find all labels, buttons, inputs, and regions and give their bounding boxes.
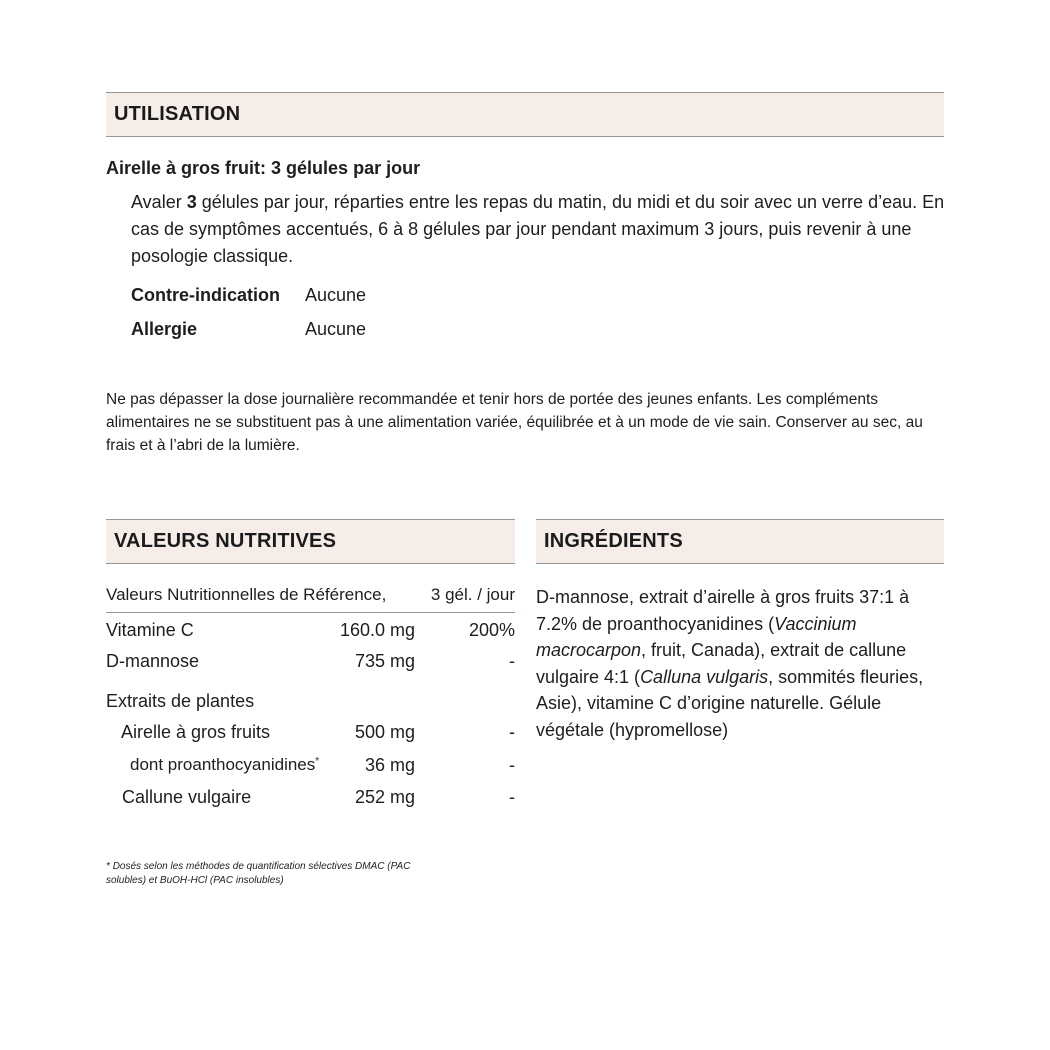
reference-column-header: Valeurs Nutritionnelles de Référence, xyxy=(106,585,387,604)
usage-instructions xyxy=(131,189,951,270)
row-name: Extraits de plantes xyxy=(106,691,255,711)
nutrition-table-header xyxy=(106,583,515,613)
usage-count: 3 xyxy=(186,192,197,212)
row-percent: 200% xyxy=(468,620,515,640)
nutrition-header xyxy=(106,519,515,564)
contraindication-row xyxy=(131,282,366,308)
row-amount: 735 mg xyxy=(354,651,415,671)
allergy-value: Aucune xyxy=(305,319,367,339)
row-name: Callune vulgaire xyxy=(122,787,252,807)
row-amount: 252 mg xyxy=(354,787,415,807)
row-percent: - xyxy=(509,755,515,775)
utilisation-title: UTILISATION xyxy=(114,103,241,125)
row-name: D-mannose xyxy=(106,651,200,671)
row-percent: - xyxy=(509,651,515,671)
usage-prefix: Avaler xyxy=(131,192,187,212)
dose-column-header: 3 gél. / jour xyxy=(430,585,515,604)
table-row xyxy=(106,617,515,643)
usage-rest: gélules par jour, réparties entre les repas du matin, du midi et du soir avec un verre d’eau. En cas de symptômes accentués, 6 à 8 gélules par jour pendant maximum 3 jours, puis revenir à une posologie classique. xyxy=(131,192,945,266)
row-amount: 36 mg xyxy=(364,755,415,775)
row-amount: 500 mg xyxy=(354,722,415,742)
latin-name: Calluna vulgaris xyxy=(640,666,769,687)
table-row xyxy=(106,648,515,674)
row-amount: 160.0 mg xyxy=(339,620,415,640)
table-row xyxy=(106,752,515,778)
nutrition-title: VALEURS NUTRITIVES xyxy=(114,530,337,552)
table-row xyxy=(106,719,515,745)
allergy-row xyxy=(131,316,366,342)
contraindication-label: Contre-indication xyxy=(131,285,280,305)
row-percent: - xyxy=(509,787,515,807)
dosage-subtitle: Airelle à gros fruit: 3 gélules par jour xyxy=(106,158,421,178)
warning-text: Ne pas dépasser la dose journalière recommandée et tenir hors de portée des jeunes enfants. Les compléments alimentaires ne se substituent pas à une alimentation variée, équilibrée et à un mode de vie sain. Conserver au sec, au frais et à l’abri de la lumière. xyxy=(106,391,923,454)
footnote-marker: * xyxy=(315,756,320,767)
row-name-text: dont proanthocyanidines xyxy=(130,755,316,774)
row-name: Airelle à gros fruits xyxy=(121,722,271,742)
footnote-marker: * xyxy=(106,861,110,872)
ingredients-part: , sommités fleuries, Asie), vitamine C d’origine naturelle. Gélule végétale (hypromellose) xyxy=(536,666,924,740)
utilisation-header xyxy=(106,92,944,137)
row-percent: - xyxy=(509,722,515,742)
row-name xyxy=(130,752,319,778)
contraindication-value: Aucune xyxy=(305,285,367,305)
allergy-label: Allergie xyxy=(131,319,198,339)
ingredients-header xyxy=(536,519,944,564)
ingredients-text xyxy=(536,584,948,743)
latin-name: Vaccinium macrocarpon xyxy=(536,613,857,660)
ingredients-title: INGRÉDIENTS xyxy=(544,530,683,552)
ingredients-part: , fruit, Canada), extrait de callune vulgaire 4:1 ( xyxy=(536,640,907,687)
table-row xyxy=(106,784,515,810)
ingredients-part: D-mannose, extrait d’airelle à gros fruits 37:1 à 7.2% de proanthocyanidines ( xyxy=(536,587,910,634)
table-row-group xyxy=(106,688,515,714)
row-name: Vitamine C xyxy=(106,620,194,640)
footnote-text: Dosés selon les méthodes de quantification sélectives DMAC (PAC solubles) et BuOH-HCl (PAC insolubles) xyxy=(106,861,411,886)
footnote xyxy=(106,860,436,888)
